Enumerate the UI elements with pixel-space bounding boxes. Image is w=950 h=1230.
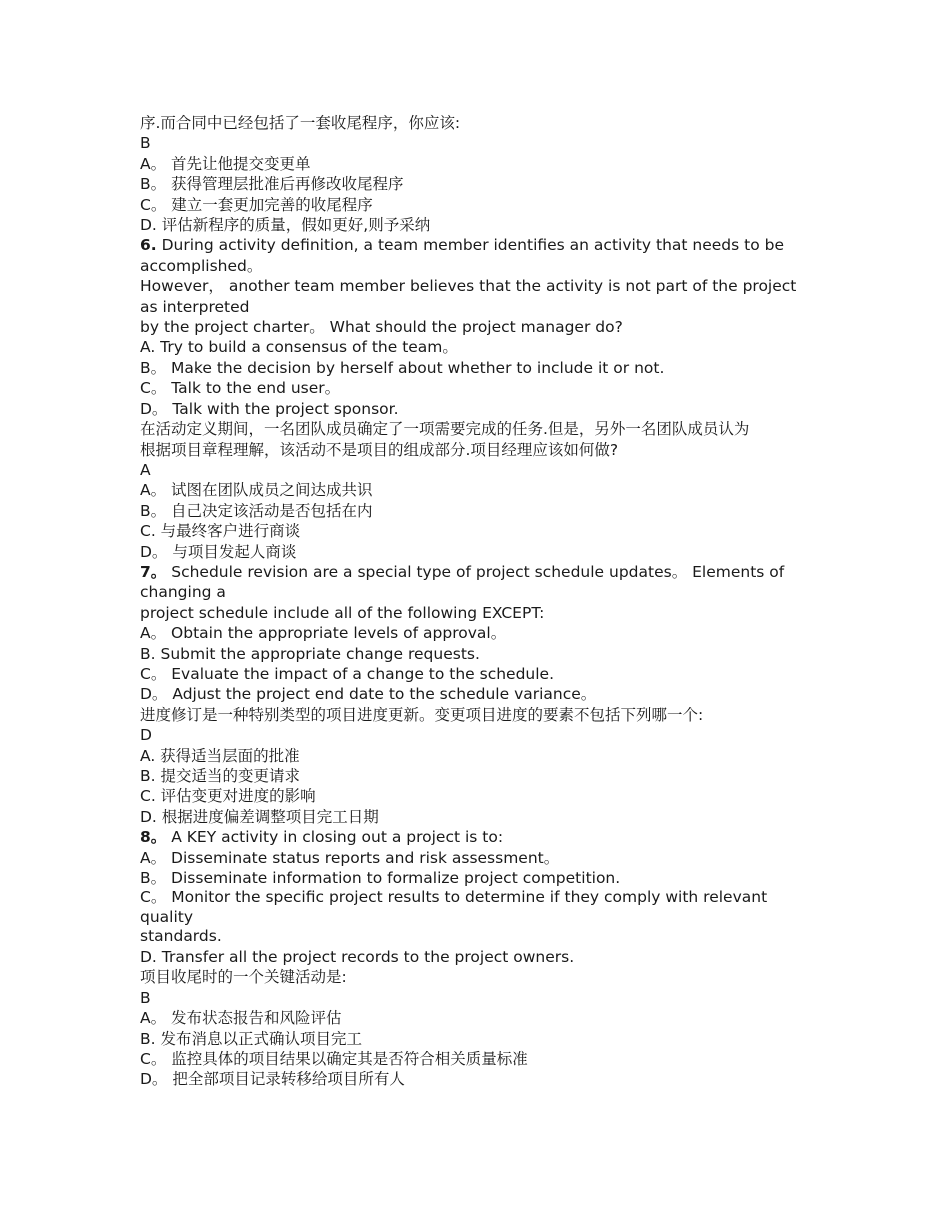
text-line: 序.而合同中已经包括了一套收尾程序，你应该: <box>140 114 461 132</box>
option-line: A. Try to build a consensus of the team。 <box>140 338 458 357</box>
text-line: 进度修订是一种特别类型的项目进度更新。变更项目进度的要素不包括下列哪一个: <box>140 705 704 724</box>
option-line: A. 获得适当层面的批准 <box>140 746 300 765</box>
option-line: B。 Disseminate information to formalize project competition. <box>140 869 621 888</box>
text-line: 在活动定义期间，一名团队成员确定了一项需要完成的任务.但是，另外一名团队成员认为 <box>140 420 750 439</box>
question-text: Schedule revision are a special type of project schedule updates。 Elements of changing a <box>140 562 785 602</box>
option-line: D。 与项目发起人商谈 <box>140 542 297 561</box>
option-line: B。 获得管理层批准后再修改收尾程序 <box>140 175 404 194</box>
question-number: 6. <box>140 236 157 255</box>
answer-line: B <box>140 988 151 1007</box>
text-line: 根据项目章程理解，该活动不是项目的组成部分.项目经理应该如何做? <box>140 440 619 459</box>
option-line: C。 Evaluate the impact of a change to the schedule. <box>140 664 555 683</box>
option-line: D。 Adjust the project end date to the schedule variance。 <box>140 685 597 704</box>
option-line: A。 Disseminate status reports and risk assessment。 <box>140 848 560 867</box>
question-7 <box>140 562 810 603</box>
text-line: project schedule include all of the following EXCEPT: <box>140 603 545 622</box>
option-line: C. 与最终客户进行商谈 <box>140 522 301 541</box>
option-line: A。 首先让他提交变更单 <box>140 154 311 173</box>
option-line: B. Submit the appropriate change requests. <box>140 644 480 663</box>
option-line: C。 监控具体的项目结果以确定其是否符合相关质量标准 <box>140 1049 528 1068</box>
question-number: 7。 <box>140 562 167 581</box>
answer-line: B <box>140 134 151 153</box>
question-6 <box>140 235 810 276</box>
answer-line: A <box>140 460 151 479</box>
option-line: A。 发布状态报告和风险评估 <box>140 1009 342 1028</box>
option-line: C。 Talk to the end user。 <box>140 379 341 398</box>
option-line: C。 建立一套更加完善的收尾程序 <box>140 195 373 214</box>
option-line: B。 自己决定该活动是否包括在内 <box>140 501 373 520</box>
option-line: C。 Monitor the specific project results to determine if they comply with relevant quality <box>140 888 768 926</box>
option-line: D. Transfer all the project records to the project owners. <box>140 947 575 966</box>
option-line: C. 评估变更对进度的影响 <box>140 787 316 806</box>
text-line: standards. <box>140 927 222 946</box>
answer-line: D <box>140 726 152 745</box>
text-line: 项目收尾时的一个关键活动是: <box>140 968 347 987</box>
option-line: A。 试图在团队成员之间达成共识 <box>140 481 373 500</box>
option-line: D. 根据进度偏差调整项目完工日期 <box>140 807 379 826</box>
option-line: D。 Talk with the project sponsor. <box>140 399 399 418</box>
option-line: B. 发布消息以正式确认项目完工 <box>140 1029 362 1048</box>
question-number: 8。 <box>140 828 167 847</box>
option-line: A。 Obtain the appropriate levels of approval。 <box>140 624 507 643</box>
text-line: However， another team member believes that the activity is not part of the project as interpreted <box>140 277 797 316</box>
question-text: A KEY activity in closing out a project is to: <box>166 828 504 847</box>
document-page <box>140 113 810 1090</box>
option-line: D。 把全部项目记录转移给项目所有人 <box>140 1070 405 1089</box>
question-8 <box>140 827 810 847</box>
option-line: B. 提交适当的变更请求 <box>140 767 300 785</box>
text-line: by the project charter。 What should the project manager do? <box>140 318 623 337</box>
option-line: B。 Make the decision by herself about whether to include it or not. <box>140 358 665 377</box>
option-line: D. 评估新程序的质量，假如更好,则予采纳 <box>140 216 431 235</box>
question-text: During activity definition, a team member identifies an activity that needs to be accomplished。 <box>140 236 784 275</box>
